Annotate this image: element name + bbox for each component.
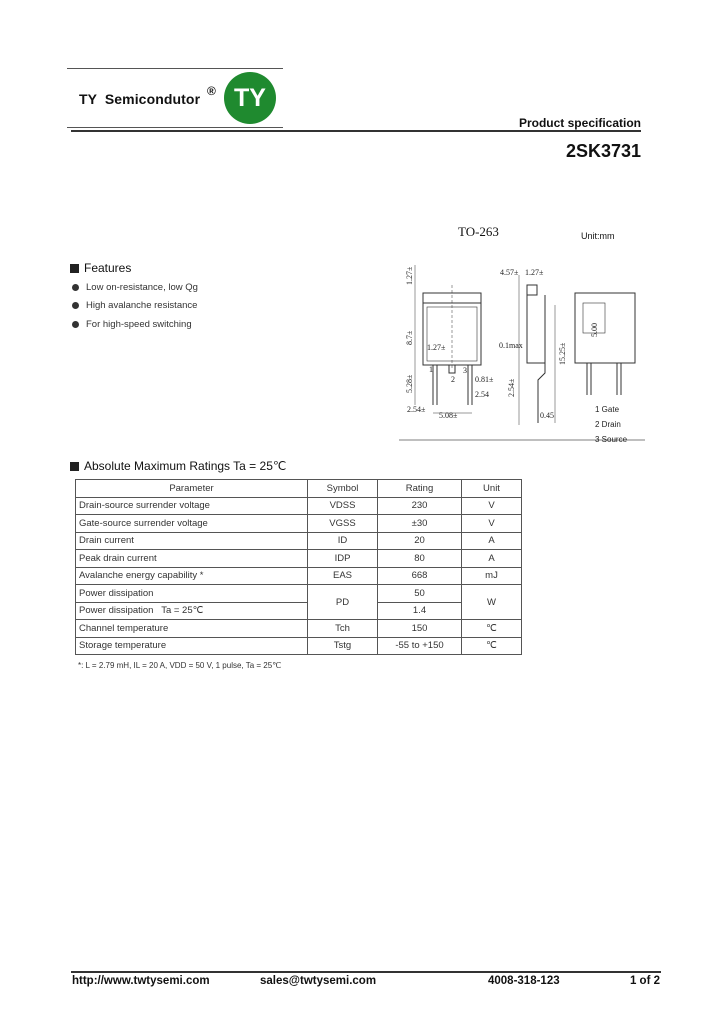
ratings-heading — [70, 459, 286, 473]
footnote: *: L = 2.79 mH, IL = 20 A, VDD = 50 V, 1 pulse, Ta = 25℃ — [78, 661, 282, 670]
rating-cell: ±30 — [378, 515, 462, 533]
column-header: Parameter — [76, 480, 308, 498]
bullet-icon — [72, 302, 79, 309]
param-cell: Storage temperature — [76, 637, 308, 655]
table-row — [76, 620, 522, 638]
feature-text: For high-speed switching — [86, 319, 192, 330]
rating-cell: 1.4 — [378, 602, 462, 620]
side-body-outline — [527, 295, 545, 363]
pin-number: 2 — [451, 375, 455, 384]
bullet-icon — [72, 321, 79, 328]
table-row — [76, 497, 522, 515]
table-row — [76, 602, 522, 620]
table-header-row — [76, 480, 522, 498]
feature-item — [72, 282, 198, 293]
spec-title: Product specification — [518, 116, 641, 130]
website-link[interactable]: http://www.twtysemi.com — [72, 975, 210, 987]
param-cell: Avalanche energy capability * — [76, 567, 308, 585]
symbol-cell: VDSS — [308, 497, 378, 515]
param-cell: Drain-source surrender voltage — [76, 497, 308, 515]
pin-label: 2 Drain — [595, 420, 621, 429]
rear-view — [575, 293, 635, 395]
rating-cell: 20 — [378, 532, 462, 550]
unit-cell: ℃ — [462, 637, 522, 655]
unit-cell: A — [462, 532, 522, 550]
param-cell: Peak drain current — [76, 550, 308, 568]
symbol-cell: Tstg — [308, 637, 378, 655]
unit-label: Unit:mm — [581, 231, 615, 241]
dim-label: 4.57± — [500, 268, 519, 277]
feature-text: High avalanche resistance — [86, 300, 198, 311]
side-tab-outline — [527, 285, 537, 295]
param-cell: Drain current — [76, 532, 308, 550]
dim-label: 5.28± — [405, 374, 414, 393]
feature-item — [72, 300, 197, 311]
table-row — [76, 637, 522, 655]
symbol-cell: PD — [308, 585, 378, 620]
table-row — [76, 567, 522, 585]
dim-label: 5.00 — [590, 323, 599, 337]
symbol-cell: EAS — [308, 567, 378, 585]
features-heading — [70, 261, 131, 275]
pin-label: 3 Source — [595, 435, 628, 444]
dim-label: 0.45 — [540, 411, 554, 420]
dim-label: 8.7± — [405, 330, 414, 345]
table-row — [76, 550, 522, 568]
square-bullet-icon — [70, 462, 79, 471]
symbol-cell: IDP — [308, 550, 378, 568]
param-cell: Channel temperature — [76, 620, 308, 638]
footer-divider — [71, 971, 661, 973]
param-cell: Gate-source surrender voltage — [76, 515, 308, 533]
pin-number: 1 — [429, 365, 433, 374]
column-header: Unit — [462, 480, 522, 498]
unit-cell: W — [462, 585, 522, 620]
param-cell: Power dissipation — [76, 585, 308, 603]
dim-label: 2.54± — [507, 378, 516, 397]
dim-label: 5.08± — [439, 411, 458, 420]
registered-mark: ® — [207, 84, 216, 98]
unit-cell: mJ — [462, 567, 522, 585]
page-number: 1 of 2 — [629, 975, 660, 987]
dim-label: 0.81± — [475, 375, 494, 384]
symbol-cell: VGSS — [308, 515, 378, 533]
phone-number: 4008-318-123 — [488, 975, 560, 987]
logo-text: TY — [234, 83, 266, 112]
unit-cell: ℃ — [462, 620, 522, 638]
ratings-table — [75, 479, 522, 655]
rating-cell: 150 — [378, 620, 462, 638]
rating-cell: 80 — [378, 550, 462, 568]
ratings-heading-text: Absolute Maximum Ratings Ta = 25℃ — [84, 459, 287, 473]
feature-text: Low on-resistance, low Qg — [86, 282, 198, 293]
unit-cell: V — [462, 497, 522, 515]
rating-cell: 230 — [378, 497, 462, 515]
dim-label: 2.54± — [407, 405, 426, 414]
bullet-icon — [72, 284, 79, 291]
features-heading-text: Features — [84, 261, 132, 275]
side-view — [519, 275, 555, 425]
pin-label: 1 Gate — [595, 405, 620, 414]
dim-label: 3 — [463, 366, 467, 375]
rating-cell: 50 — [378, 585, 462, 603]
symbol-cell: ID — [308, 532, 378, 550]
symbol-cell: Tch — [308, 620, 378, 638]
pin-list — [595, 402, 627, 447]
package-label: TO-263 — [458, 224, 499, 239]
header-divider — [71, 130, 641, 132]
table-row — [76, 532, 522, 550]
unit-cell: A — [462, 550, 522, 568]
param-cell: Power dissipation Ta = 25℃ — [76, 602, 308, 620]
square-bullet-icon — [70, 264, 79, 273]
dim-label: 0.1max — [499, 341, 523, 350]
rating-cell: -55 to +150 — [378, 637, 462, 655]
column-header: Rating — [378, 480, 462, 498]
table-row — [76, 585, 522, 603]
front-view — [415, 265, 481, 413]
feature-item — [72, 319, 192, 330]
brand-name: TY Semicondutor — [79, 91, 201, 107]
part-number: 2SK3731 — [565, 141, 641, 161]
column-header: Symbol — [308, 480, 378, 498]
dim-label: 2.54 — [475, 390, 489, 399]
dim-label: 15.25± — [558, 342, 567, 365]
table-row — [76, 515, 522, 533]
dim-label: 1.27± — [427, 343, 446, 352]
dim-label: 1.27± — [525, 268, 544, 277]
unit-cell: V — [462, 515, 522, 533]
rating-cell: 668 — [378, 567, 462, 585]
dim-label: 1.27± — [405, 266, 414, 285]
ty-logo-icon — [224, 72, 276, 124]
email-link[interactable]: sales@twtysemi.com — [260, 975, 377, 987]
